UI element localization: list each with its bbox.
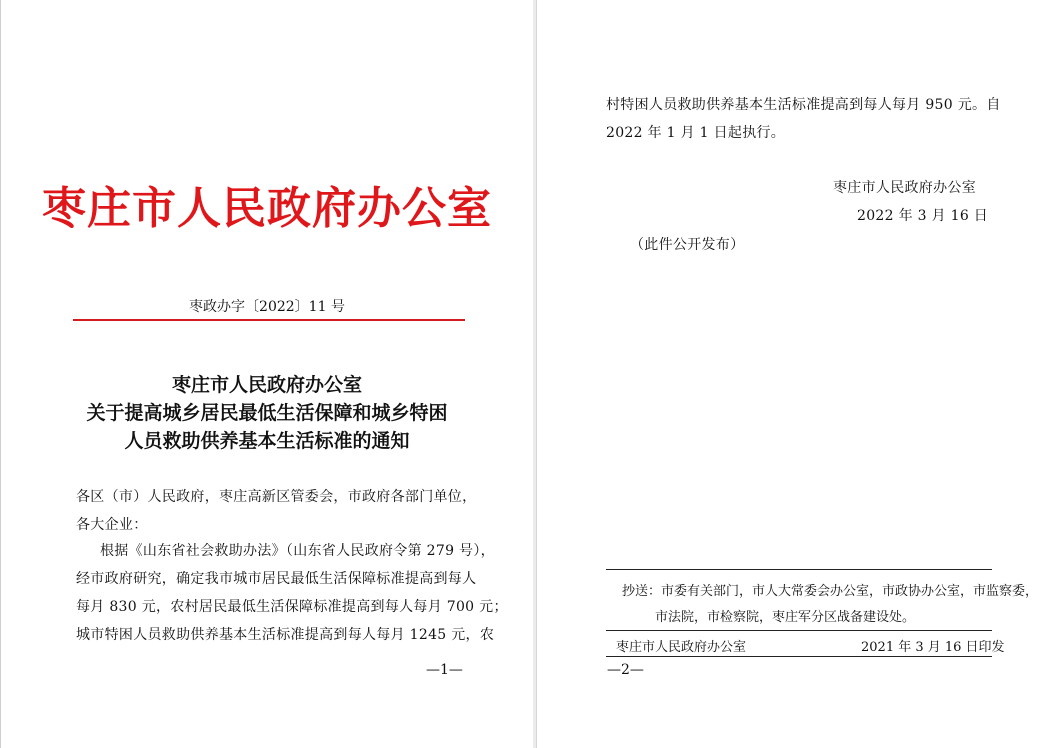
- issuer-bottom-rule: [606, 656, 992, 657]
- public-release-note: （此件公开发布）: [630, 237, 745, 253]
- signature-date: 2022 年 3 月 16 日: [857, 208, 989, 224]
- body-line: 每月 830 元，农村居民最低生活保障标准提高到每人每月 700 元；: [76, 599, 508, 615]
- cc-top-rule: [606, 569, 992, 570]
- body-line: 城市特困人员救助供养基本生活标准提高到每人每月 1245 元，农: [76, 627, 495, 643]
- document-number: 枣政办字〔2022〕11 号: [189, 299, 345, 315]
- body-line: 各区（市）人民政府，枣庄高新区管委会，市政府各部门单位，: [76, 489, 477, 505]
- body-line: 经市政府研究，确定我市城市居民最低生活保障标准提高到每人: [76, 571, 477, 587]
- cc-line: 市法院，市检察院，枣庄军分区战备建设处。: [655, 610, 916, 625]
- body-line: 根据《山东省社会救助办法》（山东省人民政府令第 279 号），: [100, 543, 495, 559]
- page-number: —1—: [426, 662, 463, 678]
- body-line: 村特困人员救助供养基本生活标准提高到每人每月 950 元。自: [606, 97, 1001, 113]
- signature-organization: 枣庄市人民政府办公室: [833, 180, 976, 196]
- document-title-line-1: 枣庄市人民政府办公室: [171, 374, 362, 396]
- cc-line: 抄送：市委有关部门，市人大常委会办公室，市政协办公室，市监察委，: [622, 584, 1039, 599]
- document-title-line-2: 关于提高城乡居民最低生活保障和城乡特困: [86, 402, 448, 424]
- issuer-top-rule: [606, 630, 992, 631]
- letterhead: 枣庄市人民政府办公室: [42, 183, 492, 234]
- body-line: 各大企业：: [76, 517, 148, 533]
- page-number: —2—: [607, 662, 644, 678]
- issuer: 枣庄市人民政府办公室: [616, 640, 747, 655]
- document-title-line-3: 人员救助供养基本生活标准的通知: [124, 430, 410, 452]
- red-divider-rule: [73, 319, 465, 321]
- body-line: 2022 年 1 月 1 日起执行。: [606, 125, 786, 141]
- issue-date: 2021 年 3 月 16 日印发: [861, 640, 1005, 655]
